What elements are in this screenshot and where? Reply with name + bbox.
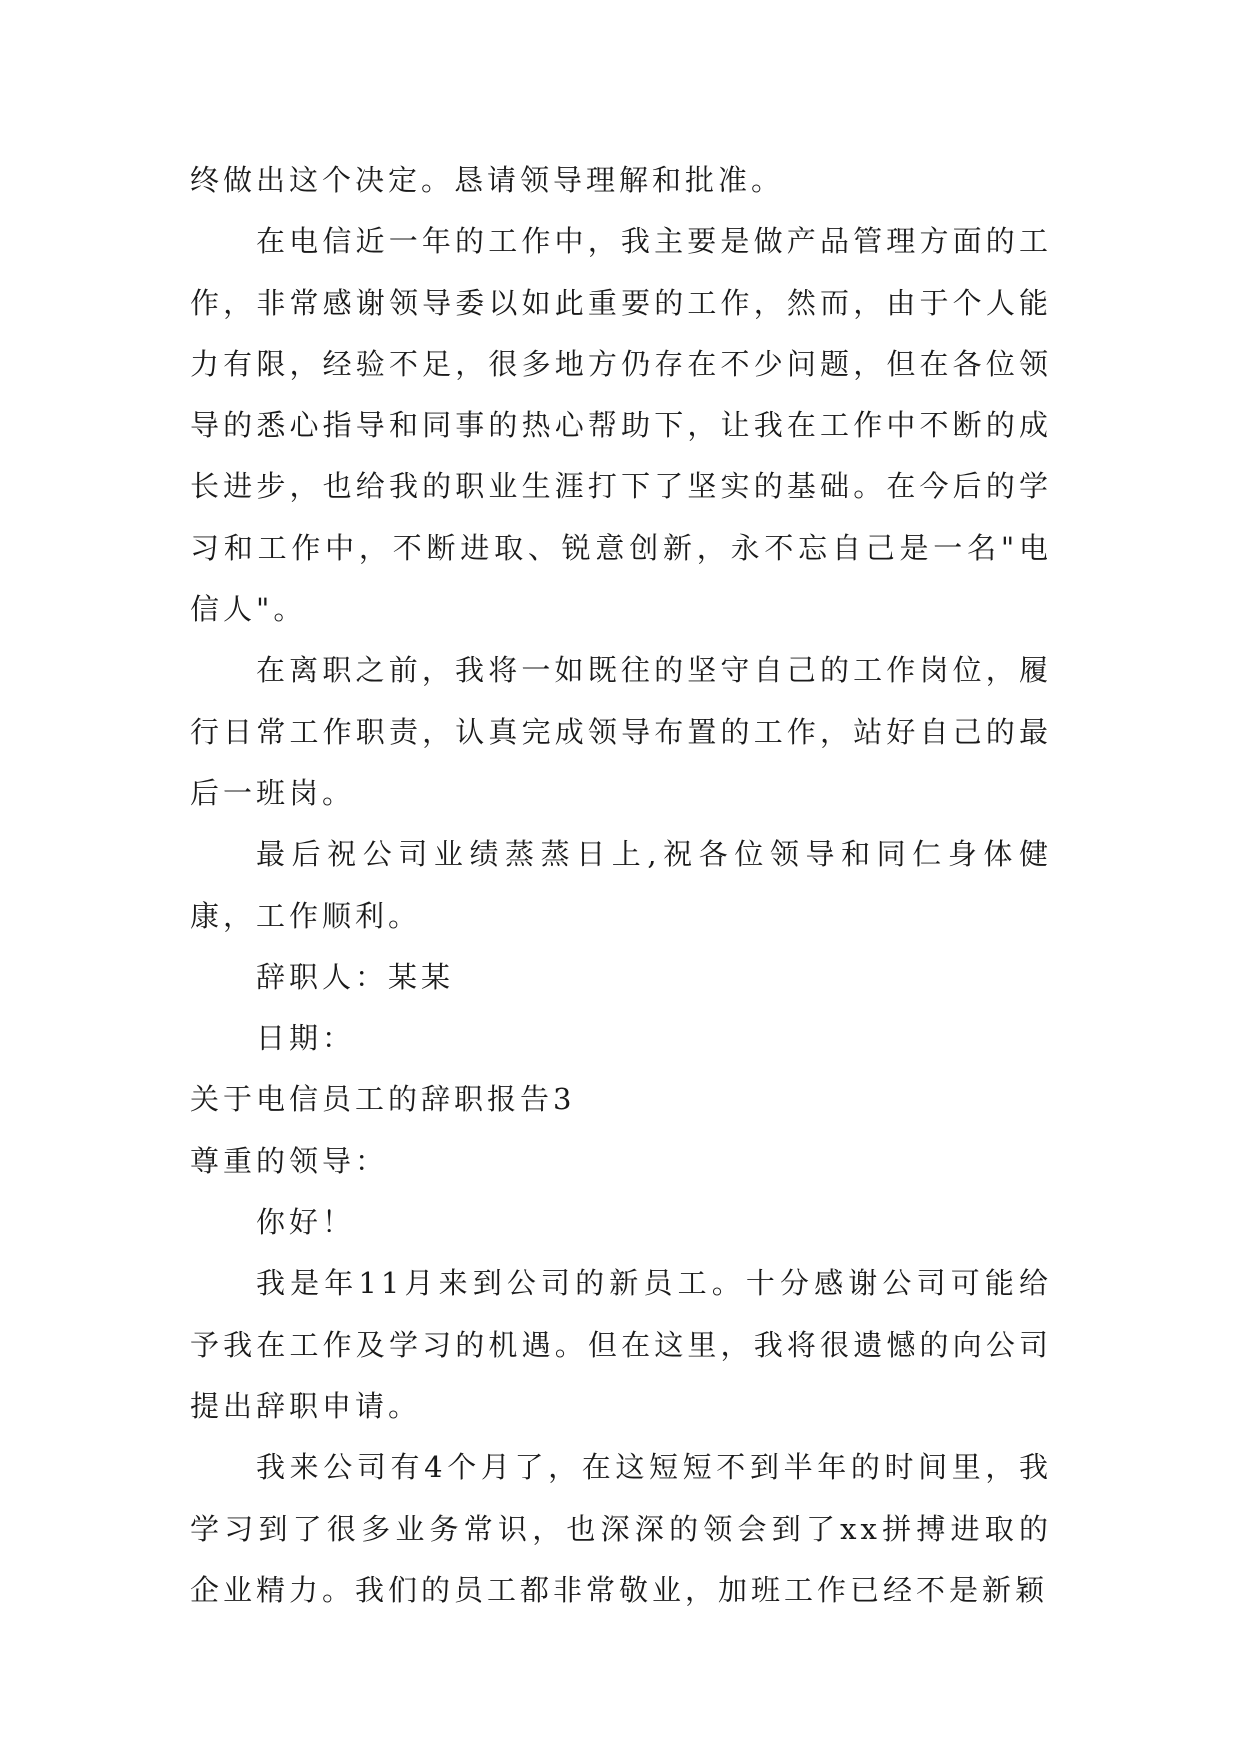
paragraph-introduction: 我是年11月来到公司的新员工。十分感谢公司可能给予我在工作及学习的机遇。但在这里，我将很遗憾的向公司提出辞职申请。	[190, 1266, 1052, 1423]
paragraph-experience: 我来公司有4个月了，在这短短不到半年的时间里，我学习到了很多业务常识，也深深的领会到了xx拼搏进取的企业精力。我们的员工都非常敬业，加班工作已经不是新颖	[190, 1450, 1052, 1607]
section-heading: 关于电信员工的辞职报告3	[190, 1082, 576, 1117]
signature-resigner: 辞职人：某某	[256, 959, 455, 994]
letter-salutation: 尊重的领导：	[190, 1143, 389, 1178]
paragraph-before-leaving: 在离职之前，我将一如既往的坚守自己的工作岗位，履行日常工作职责，认真完成领导布置的工作，站好自己的最后一班岗。	[190, 653, 1052, 810]
paragraph-best-wishes: 最后祝公司业绩蒸蒸日上,祝各位领导和同仁身体健康，工作顺利。	[190, 837, 1052, 933]
paragraph-work-summary: 在电信近一年的工作中，我主要是做产品管理方面的工作，非常感谢领导委以如此重要的工作，然而，由于个人能力有限，经验不足，很多地方仍存在不少问题，但在各位领导的悉心指导和同事的热心帮助下，让我在工作中不断的成长进步，也给我的职业生涯打下了坚实的基础。在今后的学习和工作中，不断进取、锐意创新，永不忘自己是一名"电信人"。	[190, 224, 1052, 627]
document-body	[190, 150, 1052, 1621]
signature-date: 日期：	[256, 1021, 356, 1056]
letter-greeting: 你好！	[256, 1205, 356, 1240]
paragraph-decision-closing: 终做出这个决定。恳请领导理解和批准。	[190, 163, 785, 197]
